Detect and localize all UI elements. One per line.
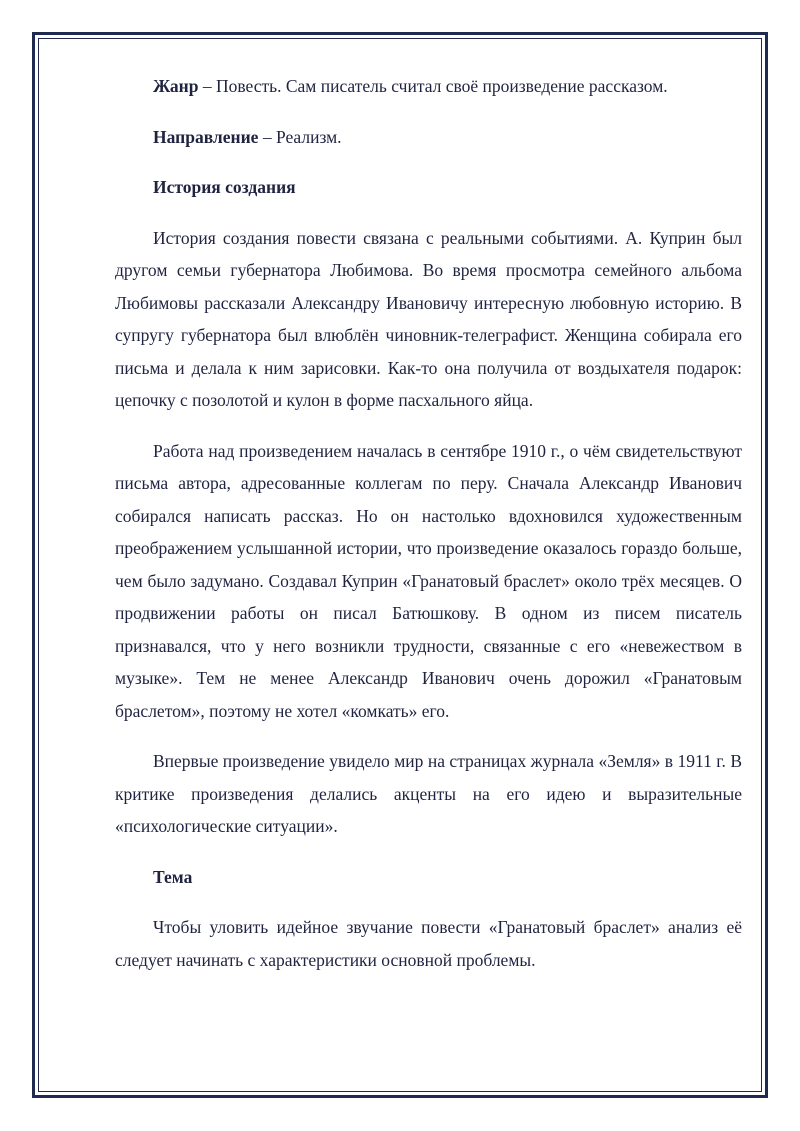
theme-paragraph: Чтобы уловить идейное звучание повести «Гранатовый браслет» анализ её следует начинать с характеристики основной проблемы. [115,917,742,970]
history-paragraph-3: Впервые произведение увидело мир на страницах журнала «Земля» в 1911 г. В критике произведения делались акценты на его идею и выразительные «психологические ситуации». [115,751,742,836]
direction-label: Направление [153,126,259,147]
theme-heading: Тема [153,866,193,887]
history-paragraph-2: Работа над произведением началась в сентябре 1910 г., о чём свидетельствуют письма автора, адресованные коллегам по перу. Сначала Александр Иванович собирался написать рассказ. Но он настолько вдохновился художественным преображением услышанной истории, что произведение оказалось гораздо больше, чем было задумано. Создавал Куприн «Гранатовый браслет» около трёх месяцев. О продвижении работы он писал Батюшкову. В одном из писем писатель признавался, что у него возникли трудности, связанные с его «невежеством в музыке». Тем не менее Александр Иванович очень дорожил «Гранатовым браслетом», поэтому не хотел «комкать» его. [115,440,742,721]
genre-text: – Повесть. Сам писатель считал своё произведение рассказом. [198,76,668,96]
direction-line [115,121,742,154]
direction-text: – Реализм. [258,126,342,147]
history-heading: История создания [153,177,296,197]
genre-label: Жанр [153,76,199,96]
genre-line [115,70,742,103]
document-body [115,70,742,994]
history-paragraph-1: История создания повести связана с реальными событиями. А. Куприн был другом семьи губернатора Любимова. Во время просмотра семейного альбома Любимовы рассказали Александру Ивановичу интересную любовную историю. В супругу губернатора был влюблён чиновник-телеграфист. Женщина собирала его письма и делала к ним зарисовки. Как-то она получила от воздыхателя подарок: цепочку с позолотой и кулон в форме пасхального яйца. [115,227,742,410]
